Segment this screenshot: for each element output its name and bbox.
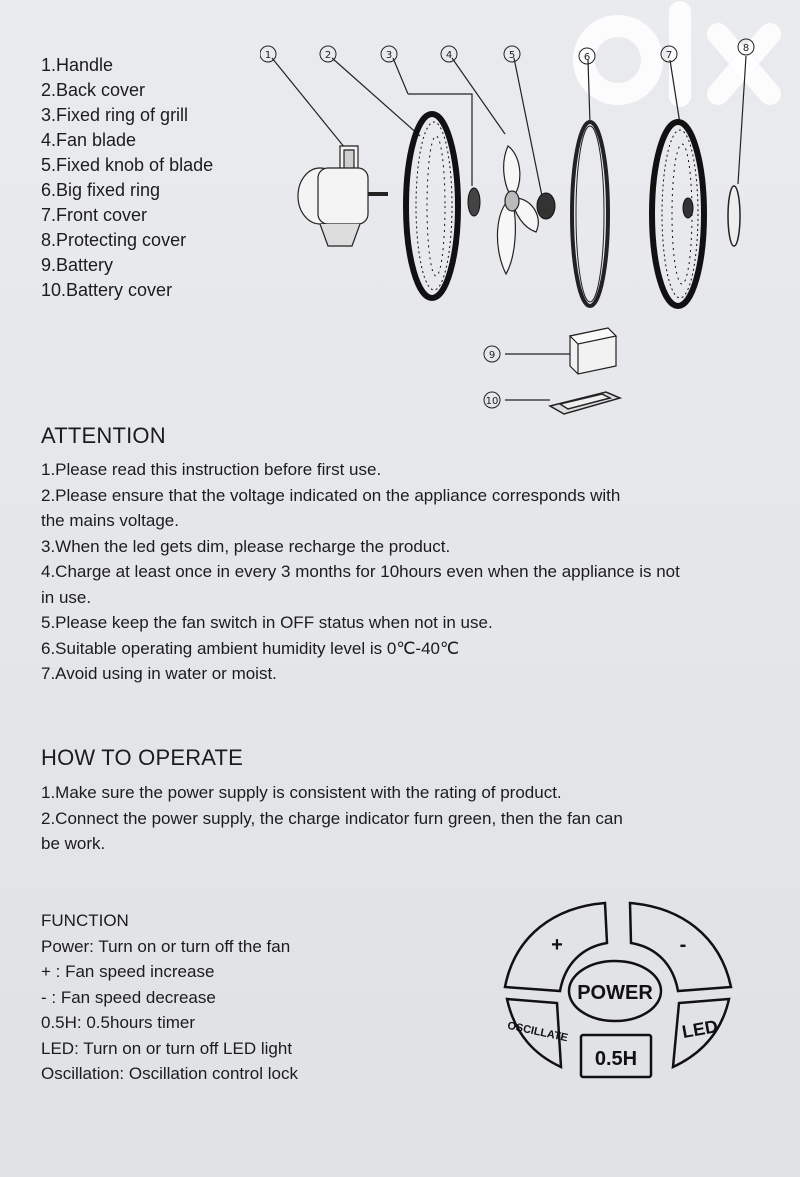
- operate-item: be work.: [41, 834, 106, 853]
- operate-item: 2.Connect the power supply, the charge indicator furn green, then the fan can: [41, 808, 623, 828]
- attention-heading: ATTENTION: [41, 423, 166, 448]
- function-list: [41, 908, 298, 1087]
- fixed-ring-part: [468, 188, 480, 216]
- part-item: 6.Big fixed ring: [41, 180, 161, 200]
- attention-item: the mains voltage.: [41, 511, 179, 530]
- operate-item: 1.Make sure the power supply is consistent with the rating of product.: [41, 783, 562, 802]
- callout-7: 7: [665, 50, 673, 61]
- front-cover-part: [652, 122, 704, 306]
- attention-item: 2.Please ensure that the voltage indicated on the appliance corresponds with: [41, 485, 621, 505]
- part-item: 7.Front cover: [41, 205, 148, 225]
- part-item: 9.Battery: [41, 255, 114, 275]
- attention-item: 5.Please keep the fan switch in OFF status when not in use.: [41, 613, 493, 632]
- function-item: Power: Turn on or turn off the fan: [41, 936, 291, 956]
- blade-knob-part: [537, 193, 555, 219]
- protecting-cover-part: [728, 186, 740, 246]
- fan-blade-part: [497, 146, 538, 274]
- back-cover-part: [406, 114, 458, 298]
- part-item: 3.Fixed ring of grill: [41, 105, 189, 125]
- callout-9: 9: [488, 350, 496, 361]
- callout-5: 5: [508, 50, 516, 61]
- attention-item: 3.When the led gets dim, please recharge the product.: [41, 536, 451, 556]
- part-item: 8.Protecting cover: [41, 230, 187, 250]
- attention-list: [41, 457, 781, 687]
- part-item: 4.Fan blade: [41, 130, 137, 150]
- parts-list: [41, 53, 213, 303]
- function-heading: FUNCTION: [41, 911, 129, 930]
- oscillate-label: OSCILLATE: [506, 1019, 569, 1045]
- fan-exploded-diagram: [260, 36, 780, 426]
- attention-item: 7.Avoid using in water or moist.: [41, 664, 277, 683]
- big-ring-part: [572, 122, 608, 306]
- part-item: 1.Handle: [41, 55, 114, 75]
- callout-1: 1: [264, 50, 272, 61]
- battery-part: [570, 328, 616, 374]
- callout-2: 2: [324, 50, 332, 61]
- function-item: LED: Turn on or turn off LED light: [41, 1038, 293, 1058]
- function-item: Oscillation: Oscillation control lock: [41, 1064, 298, 1083]
- control-panel-diagram: [495, 895, 745, 1095]
- attention-item: 4.Charge at least once in every 3 months for 10hours even when the appliance is not: [41, 562, 680, 581]
- attention-item: 6.Suitable operating ambient humidity level is 0℃-40℃: [41, 638, 460, 658]
- part-item: 2.Back cover: [41, 80, 146, 100]
- attention-item: in use.: [41, 587, 92, 607]
- part-item: 10.Battery cover: [41, 280, 173, 300]
- operate-heading: HOW TO OPERATE: [41, 745, 244, 770]
- callout-6: 6: [583, 52, 591, 63]
- callout-3: 3: [385, 50, 393, 61]
- timer-label: 0.5H: [594, 1048, 638, 1070]
- plus-label: +: [551, 934, 563, 956]
- function-item: 0.5H: 0.5hours timer: [41, 1013, 196, 1032]
- attention-item: 1.Please read this instruction before first use.: [41, 460, 382, 479]
- battery-cover-part: [550, 392, 620, 414]
- operate-list: [41, 780, 781, 857]
- callout-10: 10: [485, 396, 499, 407]
- part-item: 5.Fixed knob of blade: [41, 155, 214, 175]
- motor-handle-part: [298, 146, 388, 246]
- power-label: POWER: [577, 982, 653, 1004]
- callout-4: 4: [445, 50, 453, 61]
- function-item: - : Fan speed decrease: [41, 987, 216, 1007]
- led-label: LED: [680, 1016, 720, 1043]
- callout-8: 8: [742, 43, 750, 54]
- function-item: + : Fan speed increase: [41, 962, 215, 981]
- minus-label: -: [679, 934, 687, 956]
